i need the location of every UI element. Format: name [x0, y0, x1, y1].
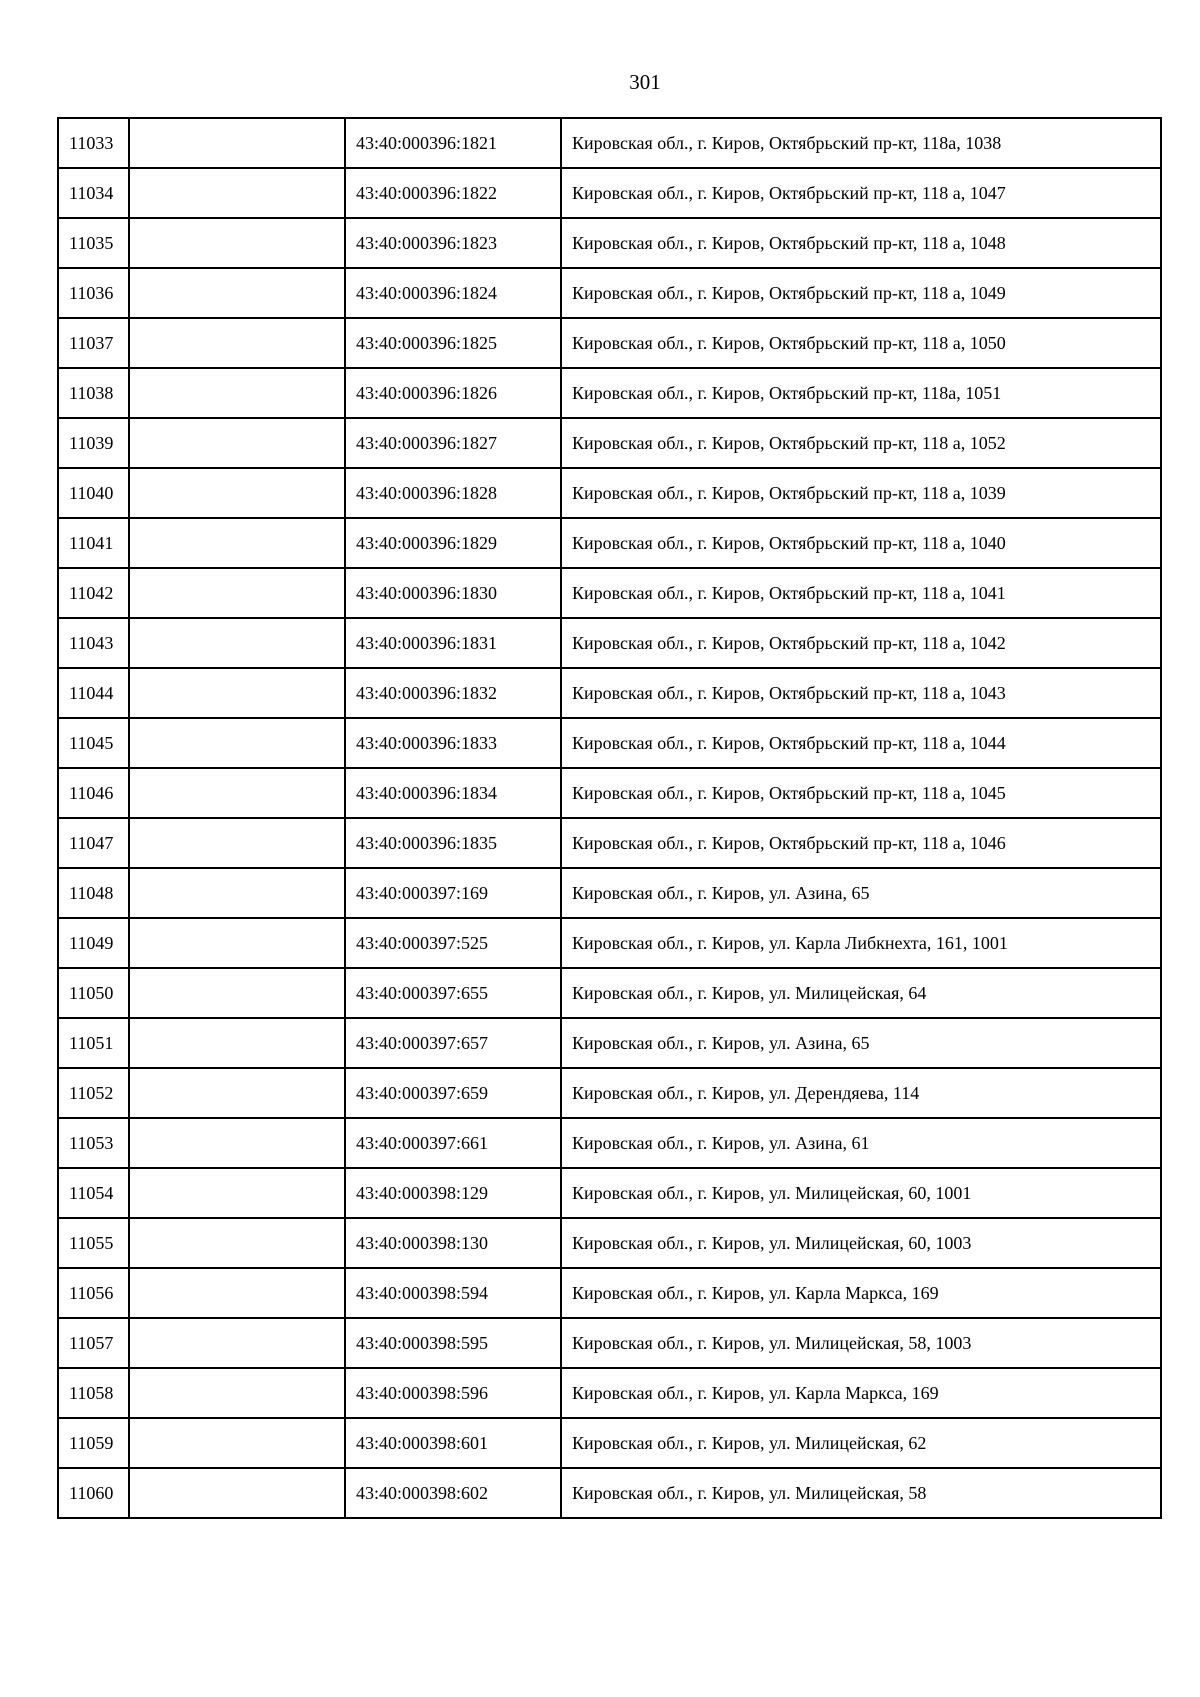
object-name-cell [129, 318, 345, 368]
cadastral-number-cell: 43:40:000397:661 [345, 1118, 561, 1168]
row-number-cell: 11041 [58, 518, 129, 568]
cadastral-number-cell: 43:40:000396:1824 [345, 268, 561, 318]
cadastral-number-cell: 43:40:000396:1821 [345, 118, 561, 168]
object-name-cell [129, 218, 345, 268]
cadastral-number-cell: 43:40:000396:1825 [345, 318, 561, 368]
address-cell: Кировская обл., г. Киров, Октябрьский пр-кт, 118а, 1038 [561, 118, 1161, 168]
address-cell: Кировская обл., г. Киров, Октябрьский пр-кт, 118 а, 1045 [561, 768, 1161, 818]
row-number-cell: 11042 [58, 568, 129, 618]
table-row [58, 718, 1161, 768]
row-number-cell: 11043 [58, 618, 129, 668]
object-name-cell [129, 1168, 345, 1218]
address-cell: Кировская обл., г. Киров, Октябрьский пр-кт, 118 а, 1039 [561, 468, 1161, 518]
address-cell: Кировская обл., г. Киров, ул. Милицейская, 60, 1001 [561, 1168, 1161, 1218]
table-row [58, 968, 1161, 1018]
object-name-cell [129, 1468, 345, 1518]
row-number-cell: 11056 [58, 1268, 129, 1318]
table-row [58, 1068, 1161, 1118]
object-name-cell [129, 618, 345, 668]
cadastral-number-cell: 43:40:000398:601 [345, 1418, 561, 1468]
object-name-cell [129, 1318, 345, 1368]
address-cell: Кировская обл., г. Киров, ул. Карла Маркса, 169 [561, 1368, 1161, 1418]
object-name-cell [129, 368, 345, 418]
cadastral-number-cell: 43:40:000396:1827 [345, 418, 561, 468]
table-row [58, 568, 1161, 618]
object-name-cell [129, 418, 345, 468]
table-row [58, 518, 1161, 568]
address-cell: Кировская обл., г. Киров, Октябрьский пр-кт, 118 а, 1052 [561, 418, 1161, 468]
address-cell: Кировская обл., г. Киров, Октябрьский пр-кт, 118 а, 1050 [561, 318, 1161, 368]
address-cell: Кировская обл., г. Киров, ул. Милицейская, 60, 1003 [561, 1218, 1161, 1268]
address-cell: Кировская обл., г. Киров, ул. Карла Либкнехта, 161, 1001 [561, 918, 1161, 968]
address-cell: Кировская обл., г. Киров, Октябрьский пр-кт, 118 а, 1049 [561, 268, 1161, 318]
object-name-cell [129, 268, 345, 318]
cadastral-number-cell: 43:40:000398:595 [345, 1318, 561, 1368]
row-number-cell: 11052 [58, 1068, 129, 1118]
row-number-cell: 11045 [58, 718, 129, 768]
table-row [58, 668, 1161, 718]
row-number-cell: 11051 [58, 1018, 129, 1068]
row-number-cell: 11035 [58, 218, 129, 268]
cadastral-number-cell: 43:40:000396:1834 [345, 768, 561, 818]
table-row [58, 218, 1161, 268]
address-cell: Кировская обл., г. Киров, Октябрьский пр-кт, 118 а, 1041 [561, 568, 1161, 618]
object-name-cell [129, 918, 345, 968]
address-cell: Кировская обл., г. Киров, ул. Карла Маркса, 169 [561, 1268, 1161, 1318]
row-number-cell: 11058 [58, 1368, 129, 1418]
object-name-cell [129, 118, 345, 168]
cadastral-number-cell: 43:40:000398:594 [345, 1268, 561, 1318]
cadastral-number-cell: 43:40:000396:1831 [345, 618, 561, 668]
table-row [58, 1268, 1161, 1318]
cadastral-number-cell: 43:40:000396:1828 [345, 468, 561, 518]
row-number-cell: 11039 [58, 418, 129, 468]
object-name-cell [129, 518, 345, 568]
cadastral-number-cell: 43:40:000396:1830 [345, 568, 561, 618]
registry-table-body [58, 118, 1161, 1518]
table-row [58, 268, 1161, 318]
row-number-cell: 11047 [58, 818, 129, 868]
row-number-cell: 11049 [58, 918, 129, 968]
table-row [58, 1218, 1161, 1268]
cadastral-number-cell: 43:40:000396:1832 [345, 668, 561, 718]
object-name-cell [129, 768, 345, 818]
address-cell: Кировская обл., г. Киров, Октябрьский пр-кт, 118 а, 1043 [561, 668, 1161, 718]
address-cell: Кировская обл., г. Киров, Октябрьский пр-кт, 118 а, 1044 [561, 718, 1161, 768]
address-cell: Кировская обл., г. Киров, ул. Милицейская, 62 [561, 1418, 1161, 1468]
object-name-cell [129, 1218, 345, 1268]
object-name-cell [129, 468, 345, 518]
cadastral-number-cell: 43:40:000397:659 [345, 1068, 561, 1118]
cadastral-number-cell: 43:40:000396:1822 [345, 168, 561, 218]
row-number-cell: 11038 [58, 368, 129, 418]
address-cell: Кировская обл., г. Киров, ул. Милицейская, 58 [561, 1468, 1161, 1518]
address-cell: Кировская обл., г. Киров, ул. Азина, 61 [561, 1118, 1161, 1168]
address-cell: Кировская обл., г. Киров, Октябрьский пр-кт, 118 а, 1042 [561, 618, 1161, 668]
object-name-cell [129, 568, 345, 618]
object-name-cell [129, 718, 345, 768]
row-number-cell: 11033 [58, 118, 129, 168]
object-name-cell [129, 1018, 345, 1068]
row-number-cell: 11050 [58, 968, 129, 1018]
table-row [58, 868, 1161, 918]
cadastral-number-cell: 43:40:000398:596 [345, 1368, 561, 1418]
address-cell: Кировская обл., г. Киров, Октябрьский пр-кт, 118 а, 1047 [561, 168, 1161, 218]
cadastral-number-cell: 43:40:000397:655 [345, 968, 561, 1018]
object-name-cell [129, 868, 345, 918]
object-name-cell [129, 1118, 345, 1168]
page-number: 301 [629, 70, 661, 94]
row-number-cell: 11036 [58, 268, 129, 318]
table-row [58, 318, 1161, 368]
object-name-cell [129, 668, 345, 718]
row-number-cell: 11044 [58, 668, 129, 718]
address-cell: Кировская обл., г. Киров, ул. Дерендяева, 114 [561, 1068, 1161, 1118]
row-number-cell: 11048 [58, 868, 129, 918]
object-name-cell [129, 1068, 345, 1118]
table-row [58, 1118, 1161, 1168]
address-cell: Кировская обл., г. Киров, ул. Милицейская, 64 [561, 968, 1161, 1018]
cadastral-number-cell: 43:40:000397:525 [345, 918, 561, 968]
row-number-cell: 11054 [58, 1168, 129, 1218]
object-name-cell [129, 1418, 345, 1468]
table-row [58, 368, 1161, 418]
table-row [58, 1368, 1161, 1418]
row-number-cell: 11046 [58, 768, 129, 818]
table-row [58, 168, 1161, 218]
table-row [58, 468, 1161, 518]
table-row [58, 818, 1161, 868]
address-cell: Кировская обл., г. Киров, Октябрьский пр-кт, 118 а, 1046 [561, 818, 1161, 868]
table-row [58, 918, 1161, 968]
address-cell: Кировская обл., г. Киров, Октябрьский пр-кт, 118а, 1051 [561, 368, 1161, 418]
table-row [58, 418, 1161, 468]
object-name-cell [129, 968, 345, 1018]
cadastral-number-cell: 43:40:000396:1823 [345, 218, 561, 268]
cadastral-number-cell: 43:40:000396:1826 [345, 368, 561, 418]
object-name-cell [129, 1268, 345, 1318]
cadastral-number-cell: 43:40:000396:1829 [345, 518, 561, 568]
cadastral-number-cell: 43:40:000398:130 [345, 1218, 561, 1268]
cadastral-number-cell: 43:40:000396:1833 [345, 718, 561, 768]
table-row [58, 1168, 1161, 1218]
table-row [58, 1318, 1161, 1368]
cadastral-number-cell: 43:40:000397:169 [345, 868, 561, 918]
cadastral-number-cell: 43:40:000398:602 [345, 1468, 561, 1518]
address-cell: Кировская обл., г. Киров, ул. Азина, 65 [561, 868, 1161, 918]
cadastral-number-cell: 43:40:000396:1835 [345, 818, 561, 868]
row-number-cell: 11053 [58, 1118, 129, 1168]
row-number-cell: 11059 [58, 1418, 129, 1468]
table-row [58, 618, 1161, 668]
object-name-cell [129, 818, 345, 868]
table-row [58, 768, 1161, 818]
cadastral-number-cell: 43:40:000398:129 [345, 1168, 561, 1218]
table-row [58, 1418, 1161, 1468]
row-number-cell: 11060 [58, 1468, 129, 1518]
cadastral-number-cell: 43:40:000397:657 [345, 1018, 561, 1068]
address-cell: Кировская обл., г. Киров, ул. Милицейская, 58, 1003 [561, 1318, 1161, 1368]
object-name-cell [129, 168, 345, 218]
registry-table [57, 117, 1162, 1519]
table-row [58, 1468, 1161, 1518]
object-name-cell [129, 1368, 345, 1418]
address-cell: Кировская обл., г. Киров, Октябрьский пр-кт, 118 а, 1048 [561, 218, 1161, 268]
row-number-cell: 11040 [58, 468, 129, 518]
table-row [58, 118, 1161, 168]
row-number-cell: 11055 [58, 1218, 129, 1268]
row-number-cell: 11037 [58, 318, 129, 368]
row-number-cell: 11034 [58, 168, 129, 218]
address-cell: Кировская обл., г. Киров, Октябрьский пр-кт, 118 а, 1040 [561, 518, 1161, 568]
address-cell: Кировская обл., г. Киров, ул. Азина, 65 [561, 1018, 1161, 1068]
table-row [58, 1018, 1161, 1068]
row-number-cell: 11057 [58, 1318, 129, 1368]
